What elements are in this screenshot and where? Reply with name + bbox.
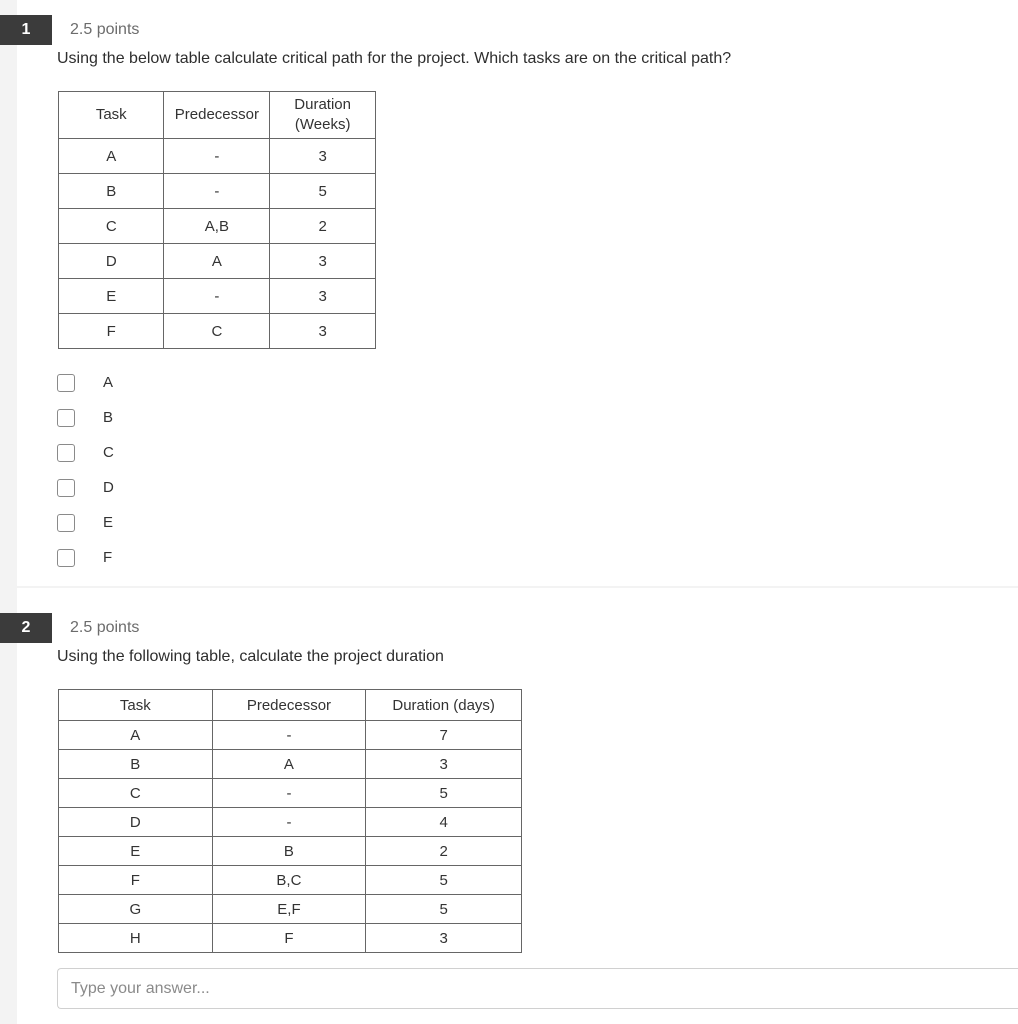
table-cell: 7 bbox=[366, 721, 522, 750]
option-label: C bbox=[103, 444, 114, 461]
answer-input[interactable] bbox=[57, 968, 1018, 1009]
question-number-badge: 2 bbox=[0, 613, 52, 643]
table-cell: 3 bbox=[366, 924, 522, 953]
table-cell: D bbox=[59, 244, 164, 279]
table-cell: F bbox=[59, 314, 164, 349]
table-row bbox=[59, 244, 376, 279]
question-number-badge: 1 bbox=[0, 15, 52, 45]
answer-option[interactable] bbox=[57, 505, 114, 540]
table-cell: - bbox=[164, 139, 270, 174]
option-checkbox[interactable] bbox=[57, 549, 75, 567]
option-checkbox[interactable] bbox=[57, 479, 75, 497]
question-points: 2.5 points bbox=[70, 619, 140, 636]
task-table bbox=[58, 689, 522, 953]
option-label: A bbox=[103, 374, 114, 391]
table-cell: F bbox=[59, 866, 213, 895]
table-row bbox=[59, 924, 522, 953]
option-label: E bbox=[103, 514, 114, 531]
table-header-row bbox=[59, 690, 522, 721]
answer-option[interactable] bbox=[57, 540, 114, 575]
table-cell: E bbox=[59, 837, 213, 866]
answer-option[interactable] bbox=[57, 470, 114, 505]
table-cell: C bbox=[59, 209, 164, 244]
table-row bbox=[59, 779, 522, 808]
question-prompt: Using the below table calculate critical path for the project. Which tasks are on the critical path? bbox=[57, 50, 732, 67]
table-cell: B bbox=[59, 750, 213, 779]
table-cell: - bbox=[212, 721, 366, 750]
table-row bbox=[59, 279, 376, 314]
option-checkbox[interactable] bbox=[57, 514, 75, 532]
table-cell: A bbox=[59, 139, 164, 174]
table-cell: 5 bbox=[366, 779, 522, 808]
table-cell: A bbox=[59, 721, 213, 750]
table-cell: 5 bbox=[270, 174, 376, 209]
table-cell: - bbox=[164, 279, 270, 314]
header-predecessor: Predecessor bbox=[164, 92, 270, 139]
answer-option[interactable] bbox=[57, 365, 114, 400]
table-cell: C bbox=[164, 314, 270, 349]
table-cell: 3 bbox=[270, 244, 376, 279]
answer-option[interactable] bbox=[57, 435, 114, 470]
table-row bbox=[59, 209, 376, 244]
table-cell: - bbox=[164, 174, 270, 209]
table-cell: B,C bbox=[212, 866, 366, 895]
table-cell: C bbox=[59, 779, 213, 808]
table-header-row bbox=[59, 92, 376, 139]
table-cell: G bbox=[59, 895, 213, 924]
answer-option[interactable] bbox=[57, 400, 114, 435]
table-cell: A bbox=[212, 750, 366, 779]
table-cell: 3 bbox=[270, 279, 376, 314]
table-row bbox=[59, 721, 522, 750]
header-task: Task bbox=[59, 690, 213, 721]
table-cell: H bbox=[59, 924, 213, 953]
table-row bbox=[59, 808, 522, 837]
table-cell: 2 bbox=[366, 837, 522, 866]
table-cell: A bbox=[164, 244, 270, 279]
table-cell: 3 bbox=[366, 750, 522, 779]
option-checkbox[interactable] bbox=[57, 444, 75, 462]
table-cell: B bbox=[59, 174, 164, 209]
option-label: D bbox=[103, 479, 114, 496]
table-cell: 3 bbox=[270, 139, 376, 174]
header-duration: Duration (days) bbox=[366, 690, 522, 721]
table-cell: E,F bbox=[212, 895, 366, 924]
option-label: B bbox=[103, 409, 114, 426]
answer-options bbox=[57, 365, 114, 575]
option-label: F bbox=[103, 549, 113, 566]
header-predecessor: Predecessor bbox=[212, 690, 366, 721]
table-cell: F bbox=[212, 924, 366, 953]
table-cell: A,B bbox=[164, 209, 270, 244]
option-checkbox[interactable] bbox=[57, 374, 75, 392]
table-cell: - bbox=[212, 779, 366, 808]
table-cell: 3 bbox=[270, 314, 376, 349]
table-cell: 5 bbox=[366, 866, 522, 895]
table-row bbox=[59, 837, 522, 866]
table-cell: 5 bbox=[366, 895, 522, 924]
header-duration: Duration (Weeks) bbox=[270, 92, 376, 139]
task-table bbox=[58, 91, 376, 349]
question-points: 2.5 points bbox=[70, 21, 140, 38]
table-cell: E bbox=[59, 279, 164, 314]
table-row bbox=[59, 866, 522, 895]
table-cell: 4 bbox=[366, 808, 522, 837]
option-checkbox[interactable] bbox=[57, 409, 75, 427]
table-row bbox=[59, 314, 376, 349]
table-cell: 2 bbox=[270, 209, 376, 244]
table-cell: B bbox=[212, 837, 366, 866]
table-row bbox=[59, 139, 376, 174]
header-task: Task bbox=[59, 92, 164, 139]
table-row bbox=[59, 895, 522, 924]
table-row bbox=[59, 750, 522, 779]
table-row bbox=[59, 174, 376, 209]
question-prompt: Using the following table, calculate the project duration bbox=[57, 648, 444, 665]
table-cell: - bbox=[212, 808, 366, 837]
table-cell: D bbox=[59, 808, 213, 837]
